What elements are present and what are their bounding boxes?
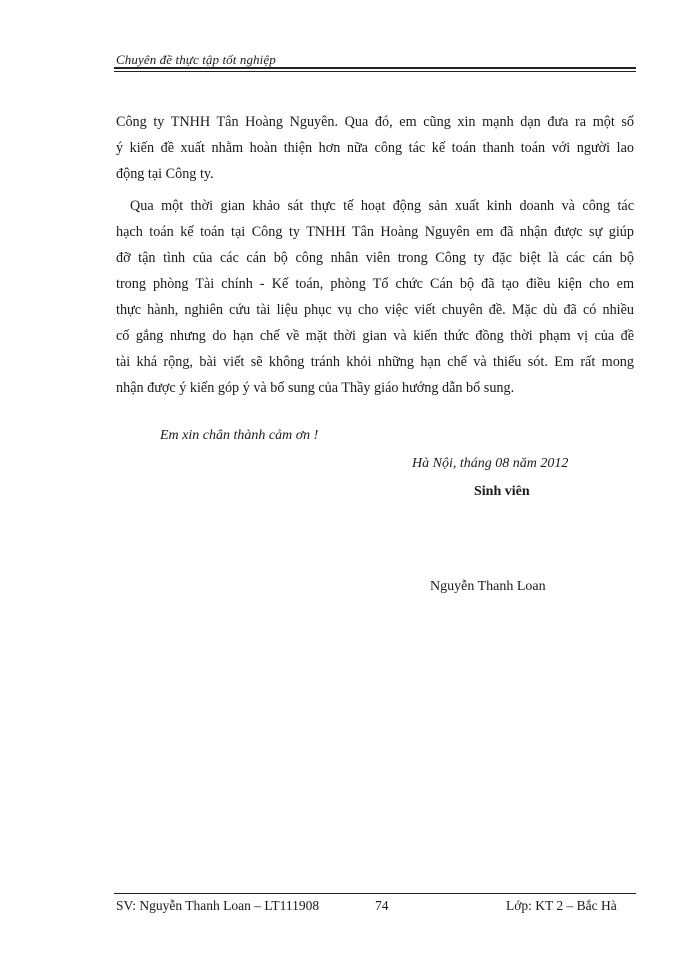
paragraph-line: tài khá rộng, bài viết sẽ không tránh khỏi những hạn chế và thiếu sót. Em rất mong — [116, 354, 634, 370]
footer-page-number: 74 — [375, 898, 389, 913]
paragraph-line: Công ty TNHH Tân Hoàng Nguyên. Qua đó, em cũng xin mạnh dạn đưa ra một số — [116, 114, 634, 130]
place-date: Hà Nội, tháng 08 năm 2012 — [412, 456, 569, 471]
paragraph-line: đỡ tận tình của các cán bộ công nhân viên trong Công ty đặc biệt là các cán bộ — [116, 250, 634, 266]
footer-student: SV: Nguyễn Thanh Loan – LT111908 — [116, 898, 320, 913]
paragraph-line: nhận được ý kiến góp ý và bổ sung của Thầy giáo hướng dẫn bổ sung. — [116, 380, 515, 396]
paragraph-line: thực hành, nghiên cứu tài liệu phục vụ cho việc viết chuyên đề. Mặc dù đã có nhiều — [116, 302, 634, 318]
signer-role: Sinh viên — [474, 484, 530, 499]
paragraph-line: hạch toán kế toán tại Công ty TNHH Tân Hoàng Nguyên em đã nhận được sự giúp — [116, 224, 634, 240]
paragraph-line: cố gắng nhưng do hạn chế về mặt thời gian và kiến thức đồng thời phạm vị của đề — [116, 328, 634, 344]
closing-thanks: Em xin chân thành cảm ơn ! — [160, 428, 319, 443]
page-header-title: Chuyên đề thực tập tốt nghiệp — [116, 52, 276, 67]
signer-name: Nguyễn Thanh Loan — [430, 579, 546, 594]
header-divider — [114, 67, 636, 72]
paragraph-acknowledgement — [116, 193, 634, 401]
paragraph-line: trong phòng Tài chính - Kế toán, phòng Tổ chức Cán bộ đã tạo điều kiện cho em — [116, 276, 634, 292]
paragraph-line: Qua một thời gian khảo sát thực tế hoạt động sản xuất kinh doanh và công tác — [130, 198, 634, 214]
paragraph-line: động tại Công ty. — [116, 166, 214, 182]
paragraph-conclusion-intro — [116, 109, 634, 187]
footer-class: Lớp: KT 2 – Bắc Hà — [506, 898, 617, 913]
paragraph-line: ý kiến đề xuất nhằm hoàn thiện hơn nữa công tác kế toán thanh toán với người lao — [116, 140, 634, 156]
footer-divider — [114, 893, 636, 894]
